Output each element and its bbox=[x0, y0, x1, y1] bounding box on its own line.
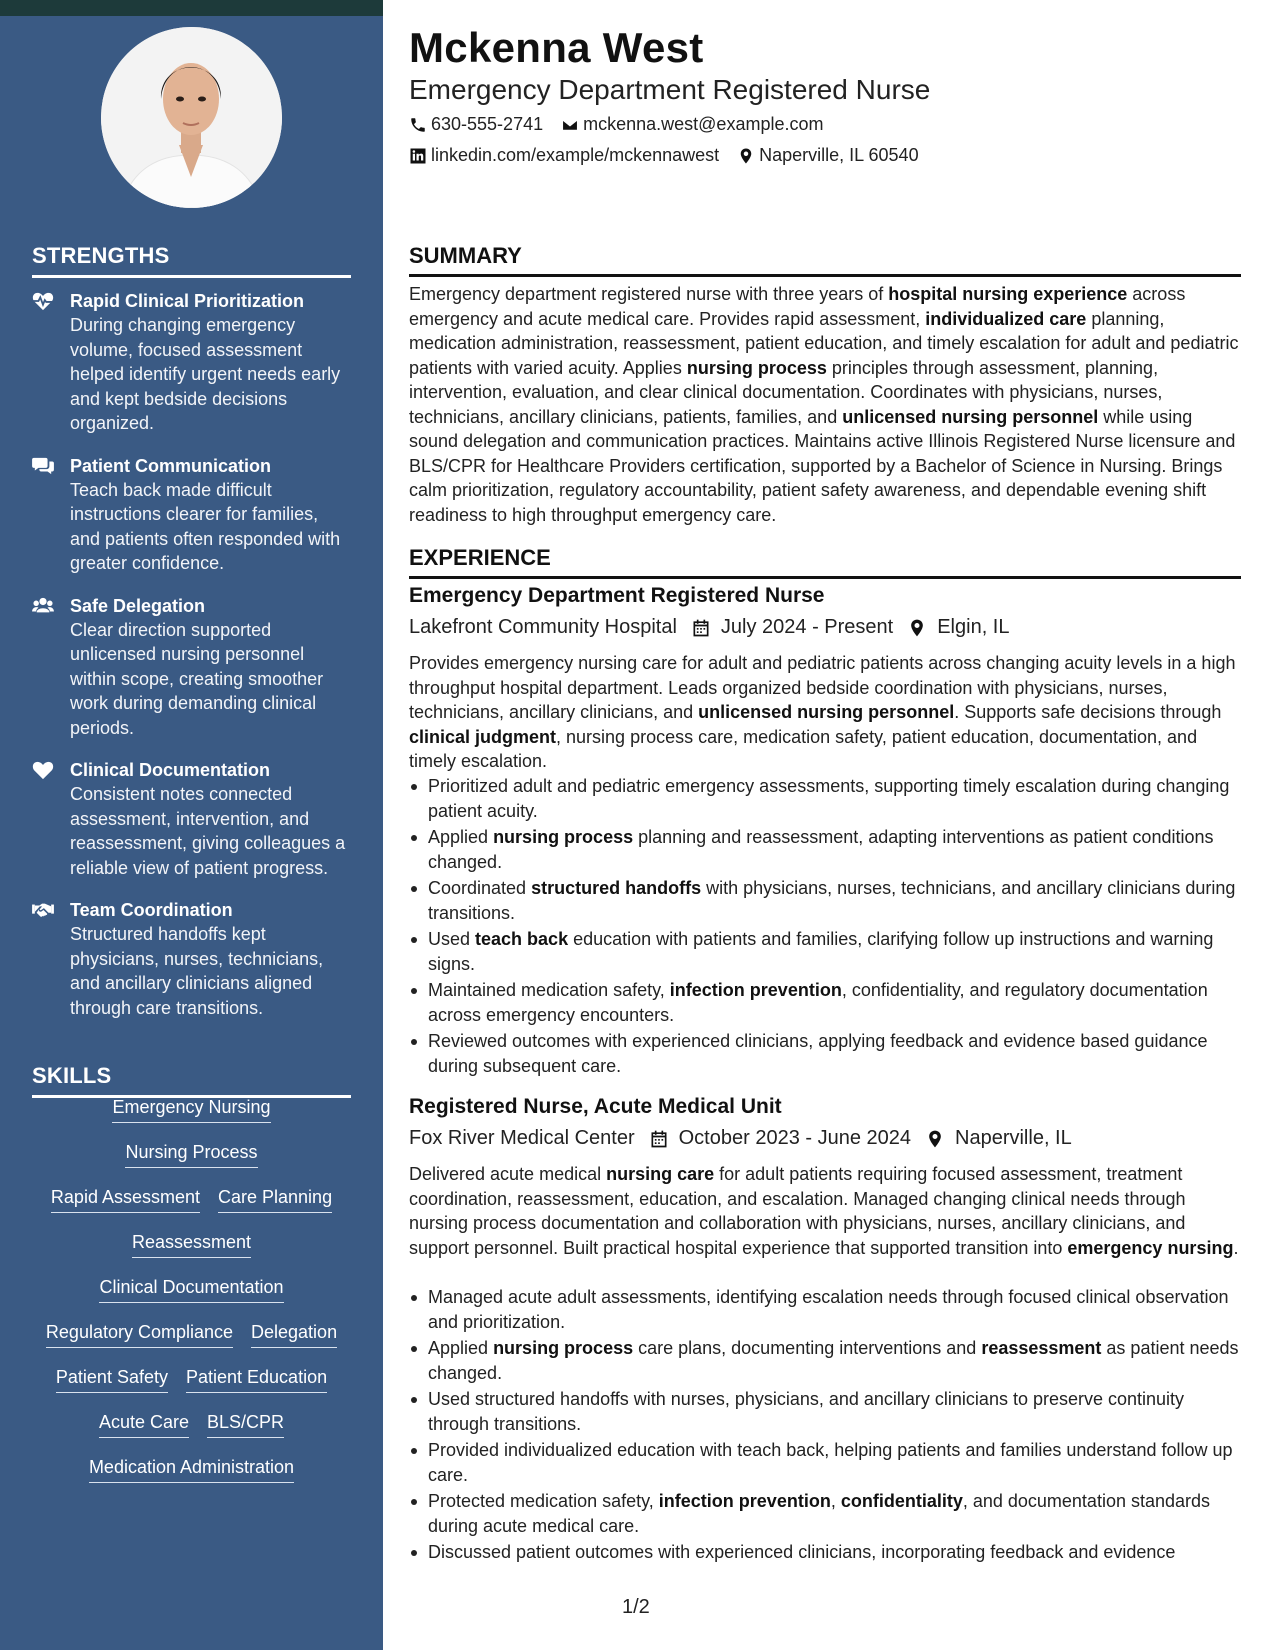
strength-title: Safe Delegation bbox=[70, 595, 206, 616]
linkedin-contact[interactable] bbox=[409, 145, 719, 166]
email-text: mckenna.west@example.com bbox=[583, 114, 824, 134]
linkedin-icon bbox=[409, 147, 427, 165]
contact-row-2 bbox=[409, 145, 937, 166]
bullet-item bbox=[409, 1387, 1241, 1436]
text-run: Used bbox=[428, 929, 476, 949]
location-text: Naperville, IL 60540 bbox=[759, 145, 919, 165]
text-run: Prioritized adult and pediatric emergency assessments, supporting timely escalation during changing patient acuity. bbox=[428, 776, 1230, 821]
skill-tag: Emergency Nursing bbox=[112, 1095, 270, 1123]
bold-text: reassessment bbox=[981, 1338, 1102, 1358]
strengths-heading: STRENGTHS bbox=[32, 243, 351, 278]
skill-tag: Care Planning bbox=[218, 1185, 332, 1213]
skill-tag: Patient Safety bbox=[56, 1365, 168, 1393]
heartbeat-icon bbox=[32, 289, 70, 436]
strength-desc: Clear direction supported unlicensed nursing personnel within scope, creating smoother work during demanding clinical periods. bbox=[70, 619, 324, 738]
skill-tag: BLS/CPR bbox=[207, 1410, 284, 1438]
skill-tag: Regulatory Compliance bbox=[46, 1320, 233, 1348]
skills-list bbox=[32, 1095, 351, 1500]
job-location bbox=[907, 616, 1009, 639]
job-meta bbox=[409, 616, 1023, 639]
text-run: Applied bbox=[428, 827, 494, 847]
strength-item bbox=[32, 454, 352, 576]
text-run: Provided individualized education with teach back, helping patients and families understand follow up care. bbox=[428, 1440, 1233, 1485]
skills-heading: SKILLS bbox=[32, 1063, 351, 1098]
summary-heading: SUMMARY bbox=[409, 243, 1241, 277]
text-run: Reviewed outcomes with experienced clinicians, applying feedback and evidence based guidance during subsequent care. bbox=[428, 1031, 1208, 1076]
bold-text: hospital nursing experience bbox=[888, 284, 1128, 304]
sidebar bbox=[0, 0, 383, 1650]
profile-photo bbox=[101, 27, 282, 208]
job-employer: Lakefront Community Hospital bbox=[409, 616, 677, 638]
text-run: . bbox=[1233, 1237, 1239, 1258]
contact-row-1 bbox=[409, 114, 841, 135]
bold-text: unlicensed nursing personnel bbox=[698, 702, 955, 722]
sidebar-top-bar bbox=[0, 0, 383, 16]
bullet-item bbox=[409, 1029, 1241, 1078]
job-location-text: Elgin, IL bbox=[937, 616, 1010, 638]
bullet-item bbox=[409, 927, 1241, 976]
bold-text: clinical judgment bbox=[409, 726, 557, 747]
strength-item bbox=[32, 594, 352, 741]
phone-icon bbox=[409, 116, 427, 134]
text-run: Coordinated bbox=[428, 878, 532, 898]
skill-tag: Reassessment bbox=[132, 1230, 251, 1258]
bold-text: nursing process bbox=[493, 1338, 634, 1358]
text-run: Maintained medication safety, bbox=[428, 980, 670, 1000]
text-run: Delivered acute medical bbox=[409, 1164, 607, 1184]
candidate-title: Emergency Department Registered Nurse bbox=[409, 74, 931, 105]
bold-text: infection prevention bbox=[658, 1491, 831, 1511]
text-run: education with patients and families, clarifying follow up instructions and warning signs. bbox=[428, 929, 1214, 974]
bullet-item bbox=[409, 978, 1241, 1027]
comments-icon bbox=[32, 454, 70, 576]
bullet-item bbox=[409, 1438, 1241, 1487]
text-run: Protected medication safety, bbox=[428, 1491, 659, 1511]
bullet-item bbox=[409, 825, 1241, 874]
text-run: as patient needs changed. bbox=[428, 1338, 1239, 1383]
job-title: Registered Nurse, Acute Medical Unit bbox=[409, 1095, 782, 1118]
strength-title: Clinical Documentation bbox=[70, 760, 271, 780]
text-run: principles through assessment, planning, intervention, evaluation, and clear clinical documentation. Coordinates with physicians, nurses, technicians, ancillary clinicians, patients, families, and bbox=[409, 357, 1163, 427]
strength-desc: During changing emergency volume, focused assessment helped identify urgent needs early and kept bedside decisions organized. bbox=[70, 315, 341, 433]
bullet-item bbox=[409, 774, 1241, 823]
skill-tag: Medication Administration bbox=[89, 1455, 294, 1483]
strength-item bbox=[32, 898, 352, 1020]
skill-row bbox=[32, 1275, 351, 1320]
text-run: while using sound delegation and communication practices. Maintains active Illinois Registered Nurse licensure and BLS/CPR for Healthcare Providers certification, supported by a Bachelor of Science in Nursing. Brings calm prioritization, regulatory accountability, patient safety awareness, and dependable evening shift readiness to high throughput emergency care. bbox=[409, 406, 1236, 525]
bold-text: emergency nursing bbox=[1067, 1237, 1234, 1258]
skill-tag: Rapid Assessment bbox=[51, 1185, 200, 1213]
job-meta bbox=[409, 1127, 1086, 1150]
bold-text: individualized care bbox=[925, 308, 1087, 329]
experience-heading: EXPERIENCE bbox=[409, 545, 1241, 579]
text-run: for adult patients requiring focused assessment, treatment coordination, reassessment, education, and escalation. Managed changing clinical needs through nursing process documentation and collaboration with physicians, nurses, ancillary clinicians, and support personnel. Built practical hospital experience that supported transition into bbox=[409, 1164, 1186, 1258]
skill-row bbox=[32, 1455, 351, 1500]
skill-row bbox=[32, 1185, 351, 1230]
strength-title: Rapid Clinical Prioritization bbox=[70, 291, 305, 311]
strength-title: Team Coordination bbox=[70, 900, 233, 920]
bold-text: infection prevention bbox=[669, 980, 842, 1000]
text-run: Managed acute adult assessments, identifying escalation needs through focused clinical observation and prioritization. bbox=[428, 1287, 1229, 1332]
handshake-icon bbox=[32, 898, 70, 1020]
map-pin-icon bbox=[907, 618, 927, 638]
job-dates bbox=[691, 616, 893, 639]
text-run: Used structured handoffs with nurses, physicians, and ancillary clinicians to preserve continuity through transitions. bbox=[428, 1389, 1185, 1434]
job-description bbox=[409, 1162, 1241, 1260]
calendar-icon bbox=[649, 1129, 669, 1149]
job-location-text: Naperville, IL bbox=[955, 1127, 1072, 1149]
strength-title: Patient Communication bbox=[70, 455, 272, 476]
bullet-item bbox=[409, 1285, 1241, 1334]
job-description bbox=[409, 651, 1241, 774]
skill-row bbox=[32, 1140, 351, 1185]
summary-text bbox=[409, 282, 1241, 527]
strength-desc: Teach back made difficult instructions clearer for families, and patients often responded with greater confidence. bbox=[70, 479, 341, 573]
phone-contact[interactable] bbox=[409, 114, 543, 135]
bold-text: confidentiality bbox=[840, 1491, 963, 1511]
job-dates-text: July 2024 - Present bbox=[720, 616, 894, 638]
text-run: planning and reassessment, adapting interventions as patient conditions changed. bbox=[428, 827, 1214, 872]
text-run: , bbox=[830, 1491, 841, 1511]
job-title: Emergency Department Registered Nurse bbox=[409, 584, 825, 607]
text-run: Discussed patient outcomes with experienced clinicians, incorporating feedback and evidence bbox=[428, 1542, 1176, 1562]
job-dates bbox=[649, 1127, 911, 1150]
bullet-item bbox=[409, 876, 1241, 925]
skill-row bbox=[32, 1230, 351, 1275]
strength-desc: Consistent notes connected assessment, intervention, and reassessment, giving colleagues a reliable view of patient progress. bbox=[70, 784, 346, 878]
text-run: . Supports safe decisions through bbox=[954, 702, 1222, 722]
strength-desc: Structured handoffs kept physicians, nurses, technicians, and ancillary clinicians aligned through care transitions. bbox=[70, 924, 324, 1018]
text-run: across emergency and acute medical care. Provides rapid assessment, bbox=[409, 284, 1186, 329]
bold-text: nursing care bbox=[606, 1164, 715, 1184]
text-run: , and documentation standards during acute medical care. bbox=[428, 1491, 1211, 1536]
skill-tag: Patient Education bbox=[186, 1365, 327, 1393]
skill-tag: Acute Care bbox=[99, 1410, 189, 1438]
heart-icon bbox=[32, 758, 70, 880]
job-employer: Fox River Medical Center bbox=[409, 1127, 635, 1149]
bold-text: nursing process bbox=[493, 827, 634, 847]
job-location bbox=[925, 1127, 1072, 1150]
bullet-item bbox=[409, 1489, 1241, 1538]
phone-text: 630-555-2741 bbox=[431, 114, 544, 134]
bold-text: unlicensed nursing personnel bbox=[842, 406, 1099, 427]
text-run: Emergency department registered nurse with three years of bbox=[409, 284, 889, 304]
skill-tag: Nursing Process bbox=[125, 1140, 257, 1168]
avatar bbox=[101, 27, 282, 208]
skill-row bbox=[32, 1095, 351, 1140]
calendar-icon bbox=[691, 618, 711, 638]
text-run: planning, medication administration, reassessment, patient education, and timely escalation for adult and pediatric patients with varied acuity. Applies bbox=[409, 308, 1239, 378]
bold-text: teach back bbox=[475, 929, 569, 949]
text-run: Provides emergency nursing care for adult and pediatric patients across changing acuity levels in a high throughput hospital department. Leads organized bedside coordination with physicians, nurses, technicians, ancillary clinicians, and bbox=[409, 653, 1236, 722]
text-run: with physicians, nurses, technicians, and ancillary clinicians during transitions. bbox=[428, 878, 1236, 923]
users-icon bbox=[32, 594, 70, 741]
bold-text: nursing process bbox=[686, 357, 827, 378]
job-bullets bbox=[409, 774, 1241, 1080]
skill-row bbox=[32, 1320, 351, 1365]
bullet-item bbox=[409, 1540, 1241, 1565]
envelope-icon bbox=[561, 116, 579, 134]
skill-tag: Delegation bbox=[251, 1320, 337, 1348]
bold-text: structured handoffs bbox=[531, 878, 702, 898]
bullet-item bbox=[409, 1336, 1241, 1385]
candidate-name: Mckenna West bbox=[409, 24, 704, 71]
map-pin-icon bbox=[737, 147, 755, 165]
job-bullets bbox=[409, 1285, 1241, 1567]
linkedin-text: linkedin.com/example/mckennawest bbox=[431, 145, 720, 165]
page-number: 1/2 bbox=[622, 1596, 650, 1618]
text-run: care plans, documenting interventions and bbox=[633, 1338, 982, 1358]
location-contact bbox=[737, 145, 918, 166]
map-pin-icon bbox=[925, 1129, 945, 1149]
skill-row bbox=[32, 1410, 351, 1455]
text-run: , confidentiality, and regulatory documentation across emergency encounters. bbox=[428, 980, 1208, 1025]
job-dates-text: October 2023 - June 2024 bbox=[678, 1127, 912, 1149]
skill-row bbox=[32, 1365, 351, 1410]
skill-tag: Clinical Documentation bbox=[99, 1275, 283, 1303]
strengths-list bbox=[32, 289, 352, 1038]
email-contact[interactable] bbox=[561, 114, 823, 135]
text-run: Applied bbox=[428, 1338, 494, 1358]
text-run: , nursing process care, medication safety, patient education, documentation, and timely escalation. bbox=[409, 726, 1198, 771]
strength-item bbox=[32, 289, 352, 436]
strength-item bbox=[32, 758, 352, 880]
